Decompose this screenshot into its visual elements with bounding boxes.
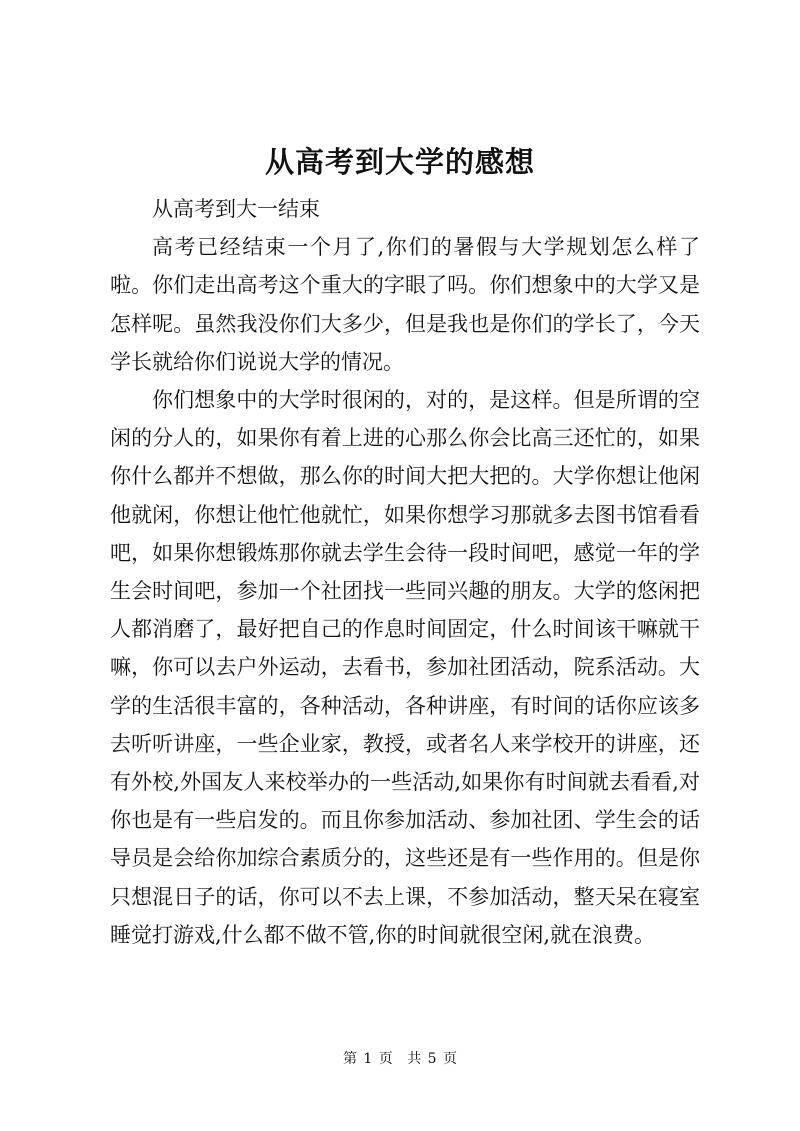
total-pages: 共 5 页 (407, 1051, 458, 1067)
body-paragraph-1: 高考已经结束一个月了,你们的暑假与大学规划怎么样了啦。你们走出高考这个重大的字眼了吗。你们想象中的大学又是怎样呢。虽然我没你们大多少，但是我也是你们的学长了，今天学长就给你们说说大学的情况。 (110, 235, 700, 374)
document-body (110, 190, 700, 954)
body-paragraph-2: 你们想象中的大学时很闲的，对的，是这样。但是所谓的空闲的分人的，如果你有着上进的心那么你会比高三还忙的，如果你什么都并不想做，那么你的时间大把大把的。大学你想让他闲他就闲，你想让他忙他就忙，如果你想学习那就多去图书馆看看吧，如果你想锻炼那你就去学生会待一段时间吧，感觉一年的学生会时间吧，参加一个社团找一些同兴趣的朋友。大学的悠闲把人都消磨了，最好把自己的作息时间固定，什么时间该干嘛就干嘛，你可以去户外运动，去看书，参加社团活动，院系活动。大学的生活很丰富的，各种活动，各种讲座，有时间的话你应该多去听听讲座，一些企业家，教授，或者名人来学校开的讲座，还有外校,外国友人来校举办的一些活动,如果你有时间就去看看,对你也是有一些启发的。而且你参加活动、参加社团、学生会的话导员是会给你加综合素质分的，这些还是有一些作用的。但是你只想混日子的话，你可以不去上课，不参加活动，整天呆在寝室睡觉打游戏,什么都不做不管,你的时间就很空闲,就在浪费。 (110, 388, 700, 947)
page-title: 从高考到大学的感想 (264, 145, 535, 179)
subtitle-paragraph: 从高考到大一结束 (152, 197, 320, 221)
page-number: 第 1 页 (342, 1051, 393, 1067)
page-footer (0, 1049, 800, 1069)
